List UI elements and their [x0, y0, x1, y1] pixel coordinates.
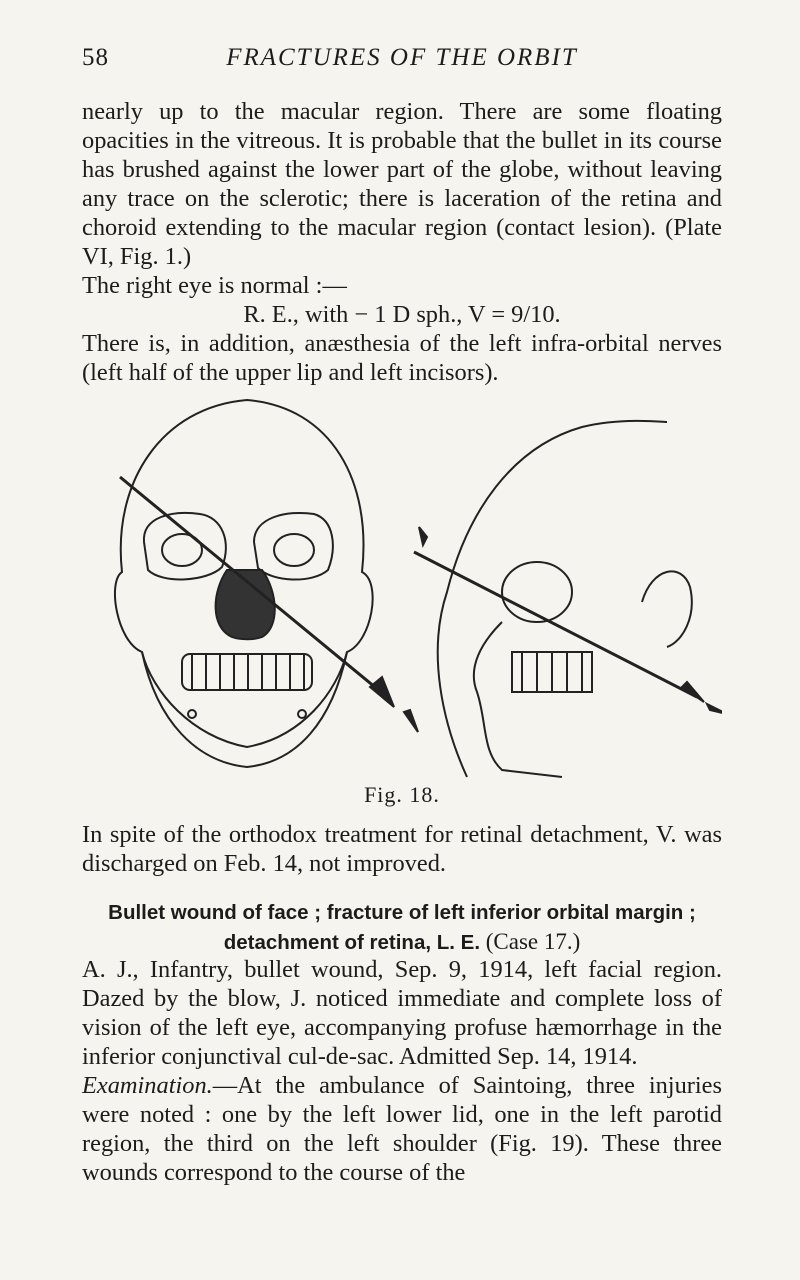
case-title: Bullet wound of face ; fracture of left inferior orbital margin ; detachment of retina, L. E. [108, 901, 696, 954]
examination-label: Examination. [82, 1072, 213, 1099]
bullet-trajectory-frontal [120, 477, 387, 697]
page-number: 58 [82, 44, 109, 71]
paragraph: In spite of the orthodox treatment for retinal detachment, V. was discharged on Feb. 14, not improved. [82, 821, 722, 877]
running-title: FRACTURES OF THE ORBIT [226, 44, 578, 71]
page-header [82, 44, 722, 84]
middle-text-block [82, 820, 722, 878]
paragraph: A. J., Infantry, bullet wound, Sep. 9, 1914, left facial region. Dazed by the blow, J. noticed immediate and complete loss of vision of the left eye, accompanying profuse hæmorrhage in the inferior conjunctival cul-de-sac. Admitted Sep. 14, 1914. [82, 956, 722, 1070]
figure-18 [82, 392, 722, 807]
paragraph: nearly up to the macular region. There are some floating opacities in the vitreous. It is probable that the bullet in its course has brushed against the lower part of the globe, without leaving any trace on the sclerotic; there is laceration of the retina and choroid extending to the macular region (contact lesion). (Plate VI, Fig. 1.) [82, 98, 722, 270]
bullet-trajectory-lateral [414, 552, 697, 697]
paragraph: The right eye is normal :— [82, 272, 347, 299]
formula-line: R. E., with − 1 D sph., V = 9/10. [243, 301, 561, 328]
skull-diagrams-illustration [82, 392, 722, 782]
figure-caption: Fig. 18. [364, 782, 440, 807]
top-text-block [82, 97, 722, 387]
examination-text: —At the ambulance of Saintoing, three injuries were noted : one by the left lower lid, one in the left parotid region, the third on the left shoulder (Fig. 19). These three wounds correspond to the course of the [82, 1072, 722, 1186]
lateral-skull-outline [438, 421, 667, 777]
lateral-orbit [502, 562, 572, 622]
ear [642, 571, 692, 647]
right-orbit [144, 513, 226, 580]
case-reference: (Case 17.) [485, 929, 581, 954]
paragraph [82, 1071, 722, 1187]
case-heading [82, 898, 722, 957]
bottom-text-block [82, 955, 722, 1187]
left-orbit [254, 513, 333, 580]
paragraph: There is, in addition, anæsthesia of the left infra-orbital nerves (left half of the upper lip and left incisors). [82, 330, 722, 386]
